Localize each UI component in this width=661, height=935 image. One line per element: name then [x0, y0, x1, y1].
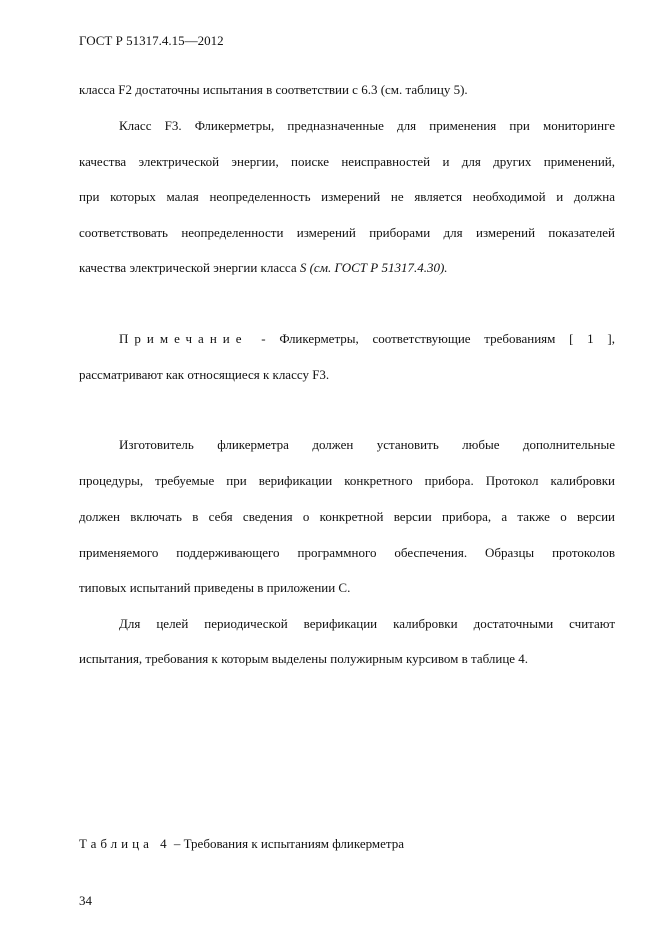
paragraph-periodic-line-2: испытания, требования к которым выделены полужирным курсивом в таблице 4.: [79, 651, 529, 666]
note-label: Примечание: [119, 331, 248, 346]
note-line-1: [119, 331, 615, 347]
table-caption-title: Требования к испытаниям фликерметра: [183, 836, 404, 851]
page-number: 34: [79, 893, 92, 908]
paragraph-manufacturer-line-5: типовых испытаний приведены в приложении С.: [79, 580, 351, 595]
paragraph-class-f3-line-5-text: качества электрической энергии класса: [79, 260, 300, 275]
table-caption-label: Таблица 4: [79, 836, 171, 851]
paragraph-class-f3-line-2: качества электрической энергии, поиске неисправностей и для других применений,: [79, 154, 615, 169]
paragraph-class-f3-reference: S (см. ГОСТ Р 51317.4.30).: [299, 260, 448, 275]
note-line-2: рассматривают как относящиеся к классу F3.: [79, 367, 330, 382]
paragraph-class-f2-continuation: класса F2 достаточны испытания в соответствии с 6.3 (см. таблицу 5).: [79, 82, 468, 97]
paragraph-class-f3-line-5: [79, 260, 448, 276]
paragraph-periodic-line-1: Для целей периодической верификации калибровки достаточными считают: [119, 616, 615, 631]
table-caption-dash: –: [170, 836, 184, 851]
paragraph-manufacturer-line-4: применяемого поддерживающего программного обеспечения. Образцы протоколов: [79, 545, 615, 560]
paragraph-manufacturer-line-2: процедуры, требуемые при верификации конкретного прибора. Протокол калибровки: [79, 473, 615, 488]
paragraph-class-f3-line-1: Класс F3. Фликерметры, предназначенные для применения при мониторинге: [119, 118, 615, 133]
paragraph-class-f3-line-3: при которых малая неопределенность измерений не является необходимой и должна: [79, 189, 615, 204]
document-header: ГОСТ Р 51317.4.15—2012: [79, 33, 224, 48]
note-line-1-text: - Фликерметры, соответствующие требованиям [ 1 ],: [247, 331, 615, 346]
paragraph-class-f3-line-4: соответствовать неопределенности измерений приборами для измерений показателей: [79, 225, 615, 240]
paragraph-manufacturer-line-1: Изготовитель фликерметра должен установить любые дополнительные: [119, 437, 615, 452]
table-caption: [79, 836, 404, 852]
paragraph-manufacturer-line-3: должен включать в себя сведения о конкретной версии прибора, а также о версии: [79, 509, 615, 524]
